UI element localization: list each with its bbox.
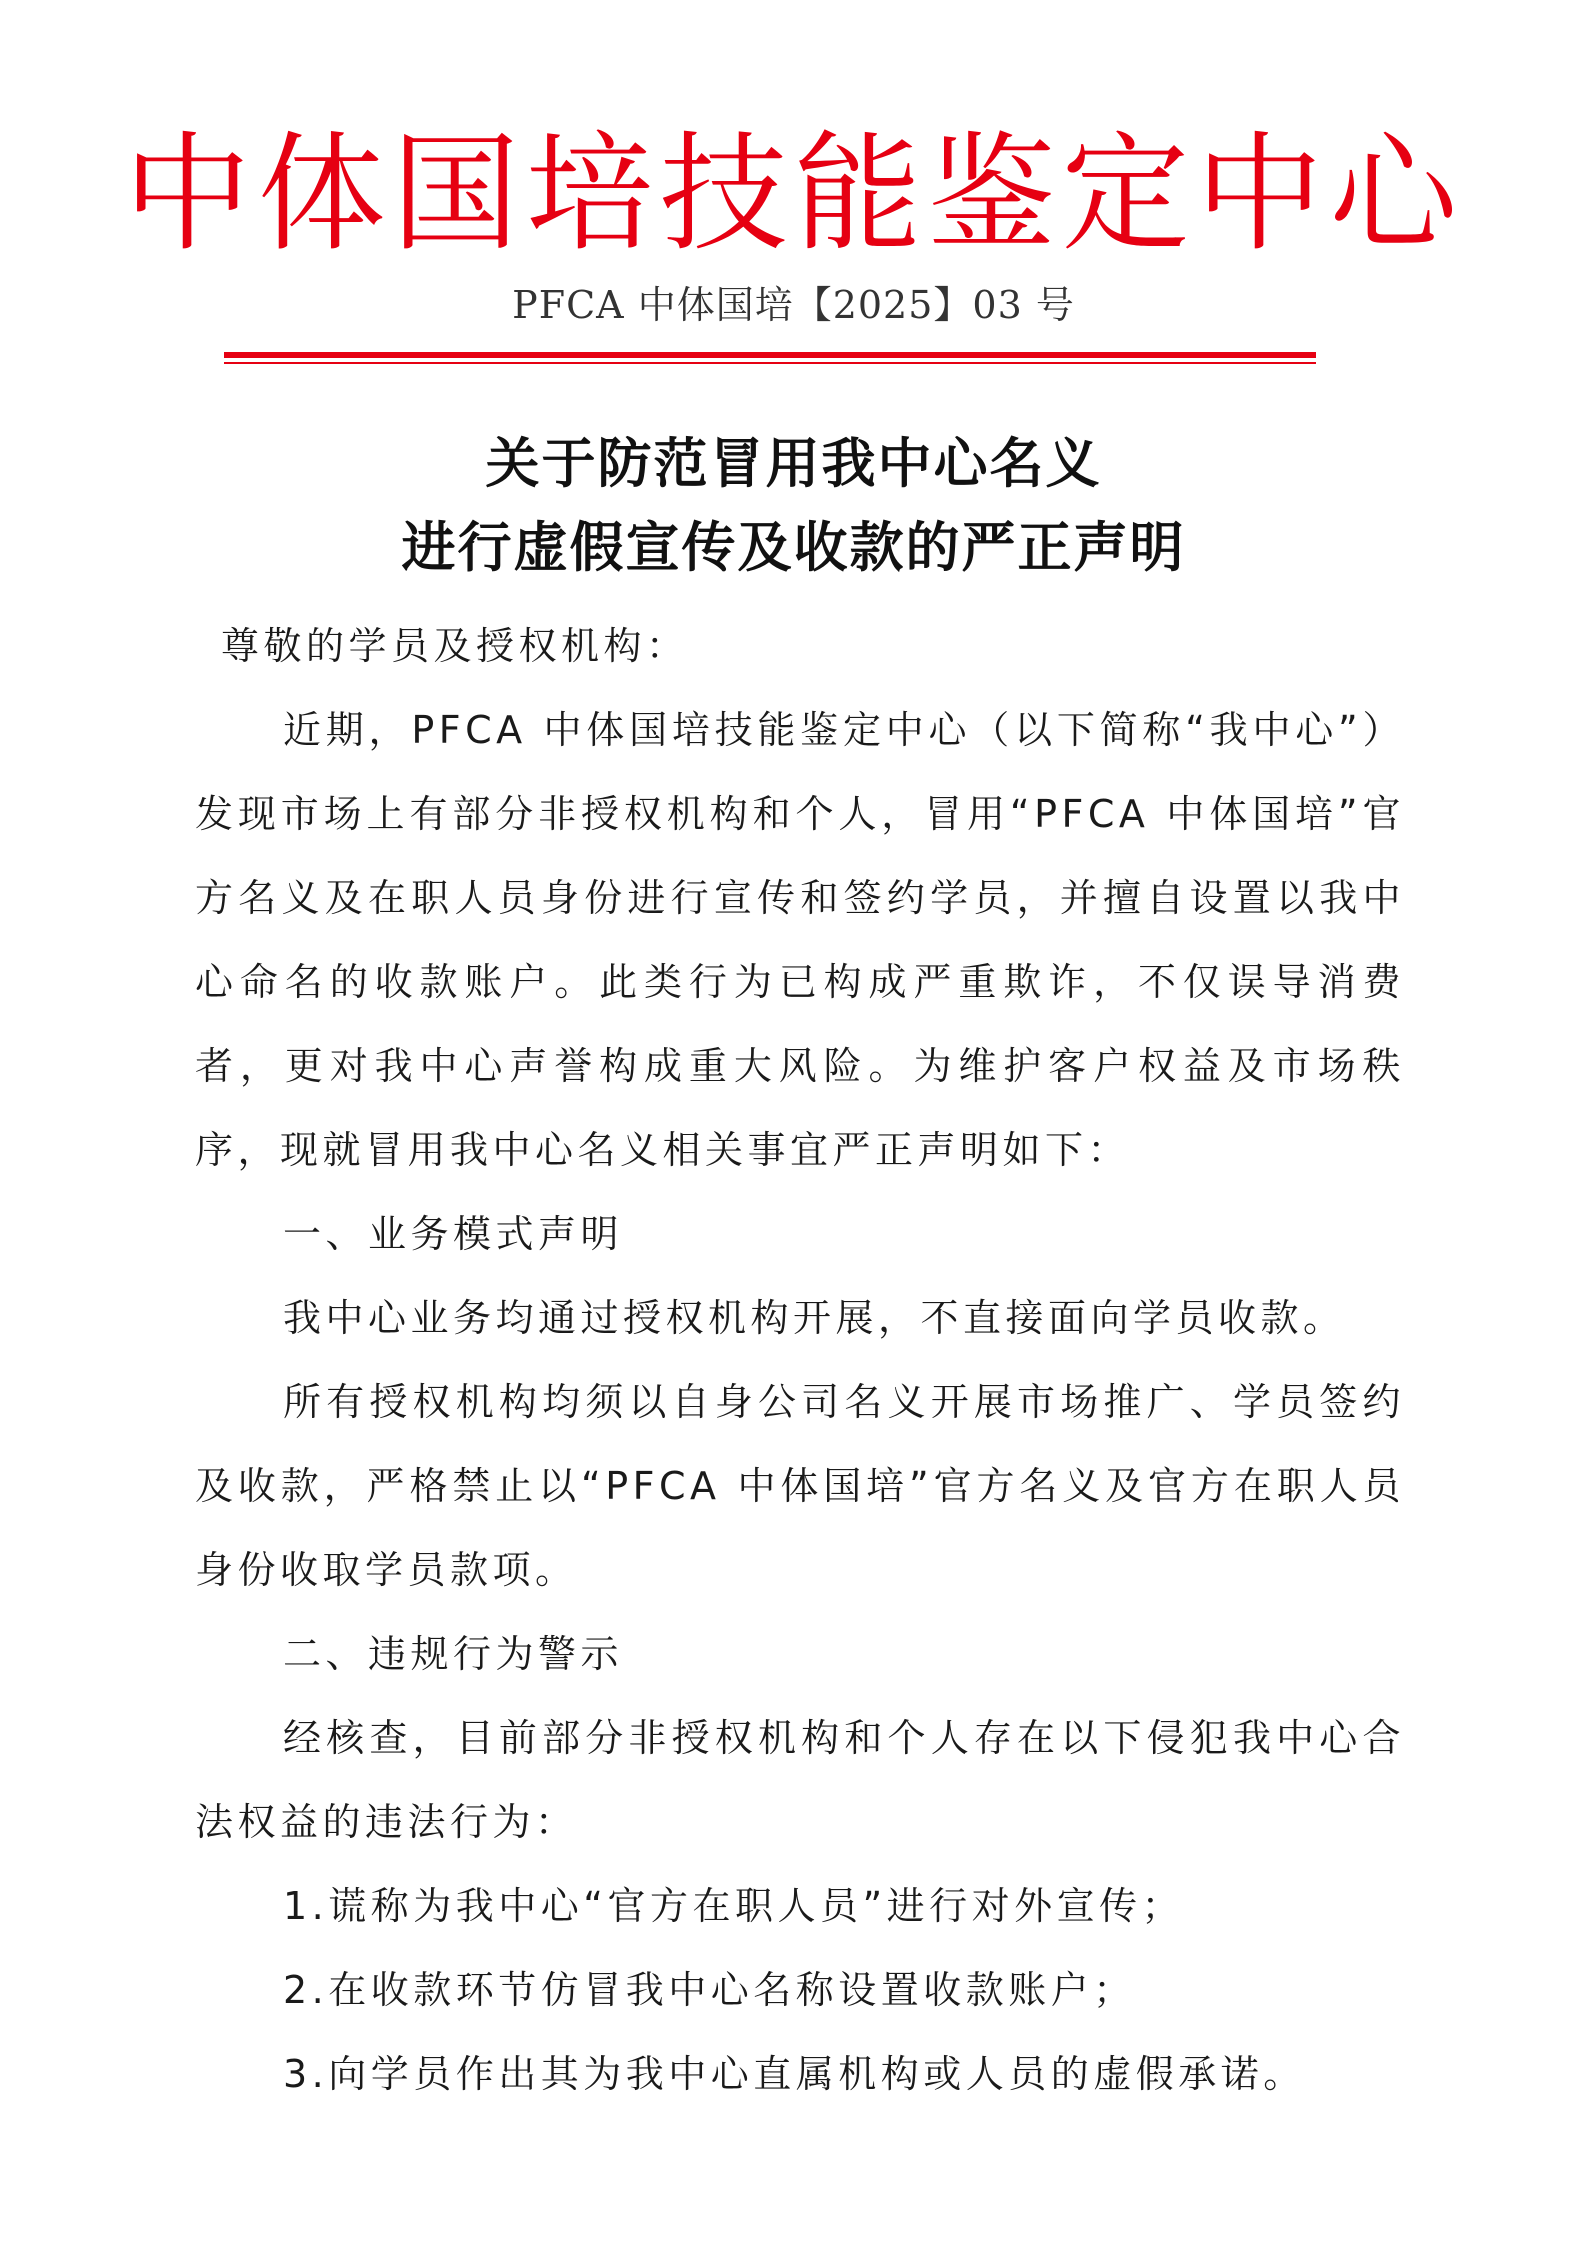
section-2-intro: 经核查，目前部分非授权机构和个人存在以下侵犯我中心合法权益的违法行为：	[195, 1716, 1405, 1844]
organization-name-heading: 中体国培技能鉴定中心	[123, 120, 1464, 269]
document-body	[195, 604, 1405, 2116]
document-title-line-1: 关于防范冒用我中心名义	[485, 431, 1102, 495]
section-1-paragraph-1: 我中心业务均通过授权机构开展，不直接面向学员收款。	[283, 1296, 1346, 1340]
list-item-1: 1.谎称为我中心“官方在职人员”进行对外宣传；	[283, 1884, 1185, 1928]
red-divider-thin	[224, 362, 1316, 364]
section-2-heading: 二、违规行为警示	[283, 1632, 624, 1676]
document-number: PFCA 中体国培【2025】03 号	[512, 283, 1075, 327]
list-item-3: 3.向学员作出其为我中心直属机构或人员的虚假承诺。	[283, 2052, 1306, 2096]
section-1-heading: 一、业务模式声明	[283, 1212, 624, 1256]
red-divider-thick	[224, 352, 1316, 358]
salutation: 尊敬的学员及授权机构：	[221, 624, 689, 668]
list-item-2: 2.在收款环节仿冒我中心名称设置收款账户；	[283, 1968, 1136, 2012]
section-1-paragraph-2: 所有授权机构均须以自身公司名义开展市场推广、学员签约及收款，严格禁止以“PFCA 中体国培”官方名义及官方在职人员身份收取学员款项。	[195, 1380, 1405, 1592]
intro-paragraph: 近期，PFCA 中体国培技能鉴定中心（以下简称“我中心”）发现市场上有部分非授权机构和个人，冒用“PFCA 中体国培”官方名义及在职人员身份进行宣传和签约学员，并擅自设置以我中心命名的收款账户。此类行为已构成严重欺诈，不仅误导消费者，更对我中心声誉构成重大风险。为维护客户权益及市场秩序，现就冒用我中心名义相关事宜严正声明如下：	[195, 708, 1405, 1172]
document-title-line-2: 进行虚假宣传及收款的严正声明	[401, 515, 1186, 579]
